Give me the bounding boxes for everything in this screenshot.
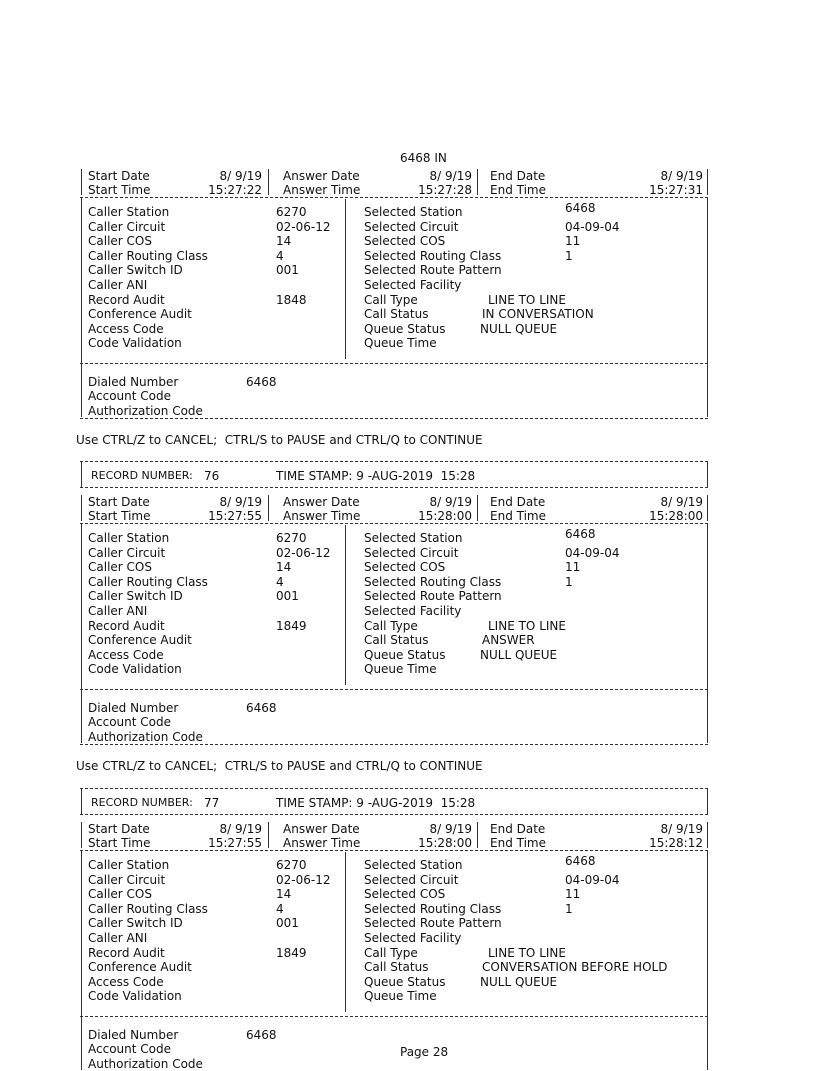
selected-field-label: Selected Facility (364, 278, 462, 292)
column-divider (477, 495, 478, 521)
selected-field-value: 1 (565, 901, 573, 916)
caller-field-label: Record Audit (88, 618, 165, 633)
date-label: Start Time (88, 509, 151, 523)
status-field-value: LINE TO LINE (488, 618, 566, 633)
record-title: 6468 IN (400, 151, 447, 165)
caller-field-label: Caller Station (88, 531, 170, 545)
caller-field-label: Caller Circuit (88, 219, 166, 234)
column-divider (707, 363, 708, 417)
caller-field-label: Caller COS (88, 887, 152, 902)
date-value: 8/ 9/19 (660, 169, 703, 183)
date-label: Answer Time (283, 836, 361, 850)
caller-field-label: Code Validation (88, 989, 182, 1004)
selected-field-value: 04-09-04 (565, 872, 620, 887)
column-divider (477, 822, 478, 848)
date-label: Start Date (88, 495, 150, 509)
dialed-field-label: Account Code (88, 1042, 171, 1057)
date-value: 8/ 9/19 (429, 495, 472, 509)
caller-field-label: Caller ANI (88, 278, 148, 292)
status-field-label: Queue Status (364, 974, 446, 989)
page-number: Page 28 (400, 1045, 449, 1059)
column-divider (707, 850, 708, 1016)
selected-field-label: Selected Circuit (364, 219, 459, 234)
status-field-value: ANSWER (482, 633, 535, 648)
timestamp: TIME STAMP: 9 -AUG-2019 15:28 (276, 796, 476, 810)
column-divider (707, 523, 708, 689)
caller-field-value: 14 (276, 234, 292, 249)
date-value: 8/ 9/19 (429, 169, 472, 183)
selected-field-label: Selected Station (364, 531, 463, 545)
caller-field-value: 001 (276, 916, 299, 931)
caller-field-label: Caller Routing Class (88, 574, 208, 589)
status-field-value: NULL QUEUE (480, 974, 558, 989)
date-value: 15:28:00 (418, 509, 472, 523)
caller-field-label: Caller COS (88, 234, 152, 249)
column-divider (81, 461, 82, 487)
column-divider (477, 169, 478, 195)
caller-field-value: 4 (276, 574, 284, 589)
dialed-field-label: Dialed Number (88, 701, 179, 715)
dialed-field-label: Dialed Number (88, 375, 179, 389)
caller-field-label: Caller Switch ID (88, 916, 183, 931)
dialed-field-value: 6468 (246, 375, 277, 389)
caller-field-label: Caller Circuit (88, 872, 166, 887)
selected-field-label: Selected Routing Class (364, 901, 502, 916)
caller-field-label: Caller Routing Class (88, 901, 208, 916)
date-label: Answer Date (283, 169, 360, 183)
selected-field-label: Selected Station (364, 858, 463, 872)
selected-field-label: Selected Routing Class (364, 248, 502, 263)
selected-field-label: Selected Route Pattern (364, 263, 502, 278)
status-field-label: Queue Status (364, 647, 446, 662)
column-divider (81, 523, 82, 689)
divider (80, 523, 708, 524)
caller-field-label: Access Code (88, 647, 164, 662)
date-label: End Time (490, 509, 546, 523)
selected-field-value: 6468 (565, 201, 596, 215)
date-label: Answer Time (283, 509, 361, 523)
date-value: 15:28:00 (649, 509, 703, 523)
status-field-value: IN CONVERSATION (482, 307, 594, 322)
status-field-label: Call Status (364, 960, 429, 975)
divider (80, 689, 708, 690)
caller-field-label: Caller COS (88, 560, 152, 575)
status-field-label: Call Status (364, 633, 429, 648)
status-field-value: NULL QUEUE (480, 647, 558, 662)
selected-field-label: Selected Circuit (364, 872, 459, 887)
selected-field-value: 6468 (565, 527, 596, 541)
date-value: 15:27:31 (649, 183, 703, 197)
selected-field-label: Selected COS (364, 560, 446, 575)
divider (80, 461, 708, 462)
column-divider (268, 169, 269, 195)
status-field-label: Queue Time (364, 989, 437, 1004)
column-divider (707, 495, 708, 521)
selected-field-value: 1 (565, 574, 573, 589)
record-number-label: RECORD NUMBER: (91, 469, 193, 482)
column-divider (345, 199, 346, 359)
date-label: Start Time (88, 836, 151, 850)
column-divider (345, 525, 346, 685)
date-label: End Date (490, 495, 546, 509)
caller-field-label: Record Audit (88, 945, 165, 960)
status-field-label: Call Status (364, 307, 429, 322)
caller-field-label: Caller Station (88, 205, 170, 219)
date-label: End Date (490, 169, 546, 183)
selected-field-label: Selected Route Pattern (364, 916, 502, 931)
record-number: 77 (204, 796, 220, 810)
date-value: 15:27:22 (208, 183, 262, 197)
divider (80, 788, 708, 789)
caller-field-value: 02-06-12 (276, 219, 331, 234)
caller-field-value: 001 (276, 589, 299, 604)
divider (80, 363, 708, 364)
caller-field-value: 6270 (276, 858, 307, 872)
caller-field-label: Conference Audit (88, 307, 192, 322)
column-divider (81, 169, 82, 195)
selected-field-value: 04-09-04 (565, 545, 620, 560)
selected-field-value: 6468 (565, 854, 596, 868)
timestamp: TIME STAMP: 9 -AUG-2019 15:28 (276, 469, 476, 483)
caller-field-value: 6270 (276, 531, 307, 545)
column-divider (707, 197, 708, 363)
caller-field-label: Caller Switch ID (88, 263, 183, 278)
selected-field-value: 1 (565, 248, 573, 263)
column-divider (81, 822, 82, 848)
date-value: 15:27:55 (208, 836, 262, 850)
caller-field-value: 4 (276, 901, 284, 916)
selected-field-value: 11 (565, 234, 581, 249)
column-divider (707, 1016, 708, 1070)
date-value: 8/ 9/19 (660, 822, 703, 836)
status-field-label: Queue Time (364, 662, 437, 677)
status-field-label: Call Type (364, 945, 418, 960)
caller-field-value: 14 (276, 887, 292, 902)
dialed-field-label: Account Code (88, 389, 171, 404)
caller-field-value: 4 (276, 248, 284, 263)
selected-field-value: 04-09-04 (565, 219, 620, 234)
caller-field-label: Access Code (88, 974, 164, 989)
date-label: Start Date (88, 169, 150, 183)
dialed-field-label: Account Code (88, 715, 171, 730)
divider (80, 744, 708, 745)
date-value: 8/ 9/19 (219, 169, 262, 183)
divider (80, 850, 708, 851)
date-value: 8/ 9/19 (429, 822, 472, 836)
column-divider (268, 822, 269, 848)
selected-field-label: Selected Routing Class (364, 574, 502, 589)
caller-field-value: 1849 (276, 945, 307, 960)
caller-field-value: 1848 (276, 292, 307, 307)
date-label: End Time (490, 836, 546, 850)
date-label: Start Date (88, 822, 150, 836)
control-instructions: Use CTRL/Z to CANCEL; CTRL/S to PAUSE and CTRL/Q to CONTINUE (76, 433, 483, 447)
dialed-field-value: 6468 (246, 701, 277, 715)
status-field-label: Queue Time (364, 336, 437, 351)
dialed-field-label: Authorization Code (88, 729, 203, 744)
dialed-field-label: Authorization Code (88, 1056, 203, 1071)
column-divider (81, 1016, 82, 1070)
caller-field-label: Caller ANI (88, 931, 148, 945)
caller-field-label: Code Validation (88, 662, 182, 677)
date-value: 8/ 9/19 (219, 822, 262, 836)
caller-field-label: Caller Circuit (88, 545, 166, 560)
column-divider (81, 788, 82, 814)
status-field-label: Call Type (364, 618, 418, 633)
column-divider (268, 495, 269, 521)
selected-field-label: Selected Facility (364, 931, 462, 945)
caller-field-label: Caller Switch ID (88, 589, 183, 604)
date-label: End Date (490, 822, 546, 836)
caller-field-value: 14 (276, 560, 292, 575)
selected-field-label: Selected COS (364, 234, 446, 249)
divider (80, 814, 708, 815)
caller-field-label: Caller ANI (88, 604, 148, 618)
selected-field-value: 11 (565, 887, 581, 902)
date-label: Start Time (88, 183, 151, 197)
selected-field-label: Selected Route Pattern (364, 589, 502, 604)
selected-field-label: Selected COS (364, 887, 446, 902)
column-divider (81, 495, 82, 521)
divider (80, 487, 708, 488)
selected-field-label: Selected Circuit (364, 545, 459, 560)
column-divider (81, 363, 82, 417)
dialed-field-value: 6468 (246, 1028, 277, 1042)
date-value: 15:27:28 (418, 183, 472, 197)
column-divider (707, 461, 708, 487)
column-divider (81, 197, 82, 363)
date-value: 15:28:00 (418, 836, 472, 850)
caller-field-label: Conference Audit (88, 960, 192, 975)
date-value: 8/ 9/19 (219, 495, 262, 509)
date-label: Answer Date (283, 822, 360, 836)
caller-field-value: 6270 (276, 205, 307, 219)
dialed-field-label: Dialed Number (88, 1028, 179, 1042)
divider (80, 1016, 708, 1017)
date-value: 8/ 9/19 (660, 495, 703, 509)
column-divider (707, 822, 708, 848)
status-field-value: NULL QUEUE (480, 321, 558, 336)
column-divider (707, 788, 708, 814)
date-label: End Time (490, 183, 546, 197)
record-number: 76 (204, 469, 220, 483)
divider (80, 418, 708, 419)
caller-field-label: Code Validation (88, 336, 182, 351)
caller-field-value: 02-06-12 (276, 872, 331, 887)
caller-field-value: 001 (276, 263, 299, 278)
caller-field-label: Record Audit (88, 292, 165, 307)
status-field-label: Call Type (364, 292, 418, 307)
caller-field-label: Caller Routing Class (88, 248, 208, 263)
caller-field-label: Conference Audit (88, 633, 192, 648)
status-field-value: LINE TO LINE (488, 945, 566, 960)
caller-field-value: 02-06-12 (276, 545, 331, 560)
status-field-label: Queue Status (364, 321, 446, 336)
selected-field-label: Selected Facility (364, 604, 462, 618)
status-field-value: CONVERSATION BEFORE HOLD (482, 960, 668, 975)
divider (80, 197, 708, 198)
date-value: 15:28:12 (649, 836, 703, 850)
date-label: Answer Date (283, 495, 360, 509)
column-divider (81, 689, 82, 743)
dialed-field-label: Authorization Code (88, 403, 203, 418)
column-divider (707, 169, 708, 195)
column-divider (707, 689, 708, 743)
column-divider (81, 850, 82, 1016)
date-value: 15:27:55 (208, 509, 262, 523)
caller-field-label: Caller Station (88, 858, 170, 872)
caller-field-value: 1849 (276, 618, 307, 633)
caller-field-label: Access Code (88, 321, 164, 336)
selected-field-label: Selected Station (364, 205, 463, 219)
record-number-label: RECORD NUMBER: (91, 796, 193, 809)
control-instructions: Use CTRL/Z to CANCEL; CTRL/S to PAUSE and CTRL/Q to CONTINUE (76, 759, 483, 773)
date-label: Answer Time (283, 183, 361, 197)
column-divider (345, 852, 346, 1012)
selected-field-value: 11 (565, 560, 581, 575)
status-field-value: LINE TO LINE (488, 292, 566, 307)
